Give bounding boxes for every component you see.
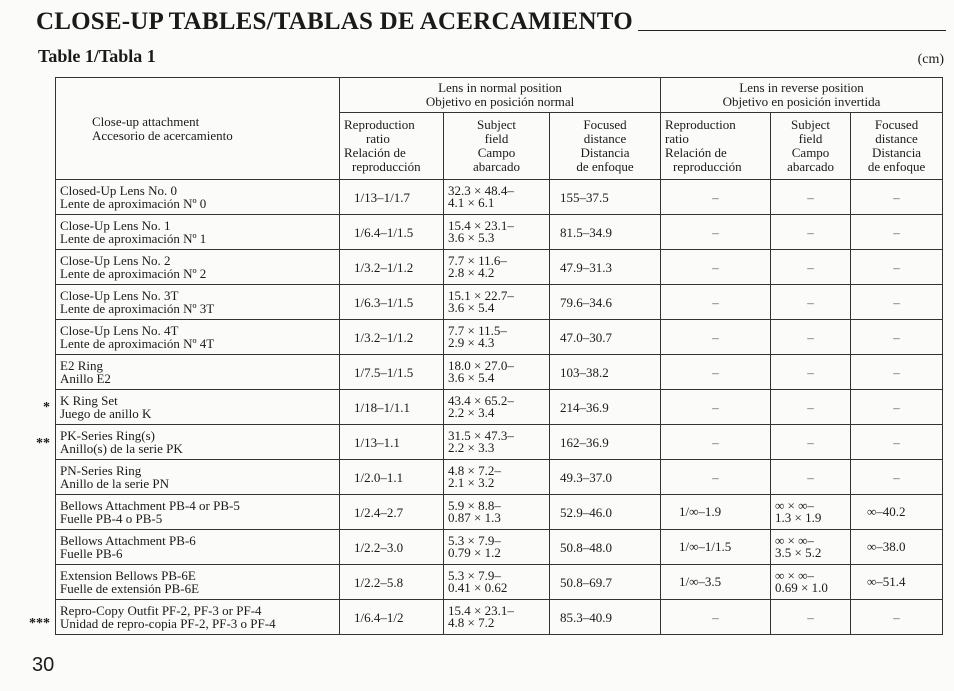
attachment-name-line: Extension Bellows PB-6E (60, 568, 196, 583)
table-row (56, 215, 943, 250)
reverse-field-cell (771, 495, 851, 530)
reverse-ratio-cell: 1/∞–1.9 (661, 495, 771, 530)
attachment-name-line: Bellows Attachment PB-6 (60, 533, 196, 548)
table-row (56, 495, 943, 530)
field-cell (444, 355, 550, 390)
table-row (56, 250, 943, 285)
reverse-ratio-cell: – (661, 215, 771, 250)
reverse-field-line: – (807, 399, 814, 415)
table-row (56, 460, 943, 495)
attachment-name-cell (56, 530, 340, 565)
reverse-distance-cell: – (851, 285, 943, 320)
reverse-distance-cell: – (851, 460, 943, 495)
ratio-cell: 1/2.2–3.0 (340, 530, 444, 565)
distance-cell: 49.3–37.0 (550, 460, 661, 495)
reverse-ratio-cell: – (661, 390, 771, 425)
reverse-ratio-cell: – (661, 425, 771, 460)
field-line: 15.4 × 23.1– (448, 603, 514, 618)
attachment-name-cell (56, 425, 340, 460)
attachment-name-line: PK-Series Ring(s) (60, 428, 155, 443)
attachment-name-line: Lente de aproximación Nº 3T (60, 301, 215, 316)
reverse-field-line: – (807, 434, 814, 450)
reverse-ratio-cell: – (661, 600, 771, 635)
table-body (56, 180, 943, 635)
field-line: 0.41 × 0.62 (448, 580, 508, 595)
ratio-cell: 1/18–1/1.1 (340, 390, 444, 425)
field-line: 7.7 × 11.5– (448, 323, 507, 338)
reverse-ratio-cell: – (661, 285, 771, 320)
field-line: 4.8 × 7.2– (448, 463, 501, 478)
attachment-name-line: Lente de aproximación Nº 2 (60, 266, 207, 281)
reverse-ratio-cell: – (661, 320, 771, 355)
reverse-field-cell (771, 215, 851, 250)
table-row (56, 180, 943, 215)
reverse-ratio-cell: – (661, 250, 771, 285)
reverse-field-line: 3.5 × 5.2 (775, 545, 822, 560)
reverse-field-cell (771, 250, 851, 285)
field-line: 43.4 × 65.2– (448, 393, 514, 408)
reverse-field-cell (771, 320, 851, 355)
field-line: 2.8 × 4.2 (448, 265, 495, 280)
reverse-field-line: – (807, 294, 814, 310)
footnote-mark-double: ** (36, 436, 50, 451)
reverse-field-cell (771, 390, 851, 425)
unit-label: (cm) (917, 52, 944, 67)
field-cell (444, 495, 550, 530)
distance-cell: 214–36.9 (550, 390, 661, 425)
field-line: 5.3 × 7.9– (448, 533, 501, 548)
reverse-distance-cell: ∞–51.4 (851, 565, 943, 600)
reverse-distance-cell: ∞–38.0 (851, 530, 943, 565)
reverse-field-cell (771, 530, 851, 565)
attachment-name-line: Repro-Copy Outfit PF-2, PF-3 or PF-4 (60, 603, 262, 618)
field-cell (444, 250, 550, 285)
reverse-field-line: ∞ × ∞– (775, 533, 814, 548)
table-row (56, 425, 943, 460)
distance-cell: 81.5–34.9 (550, 215, 661, 250)
footnote-mark-single: * (43, 400, 50, 415)
field-cell (444, 565, 550, 600)
attachment-name-cell (56, 355, 340, 390)
field-cell (444, 285, 550, 320)
ratio-header: Reproduction ratio Relación de reproducción (340, 113, 444, 180)
ratio-reverse-header: Reproduction ratio Relación de reproducción (661, 113, 771, 180)
distance-cell: 162–36.9 (550, 425, 661, 460)
page-number: 30 (32, 654, 55, 676)
reverse-field-cell (771, 425, 851, 460)
reverse-distance-cell: – (851, 355, 943, 390)
field-line: 18.0 × 27.0– (448, 358, 514, 373)
field-line: 0.87 × 1.3 (448, 510, 501, 525)
attachment-name-line: Close-Up Lens No. 4T (60, 323, 179, 338)
reverse-ratio-cell: 1/∞–1/1.5 (661, 530, 771, 565)
field-cell (444, 180, 550, 215)
ratio-cell: 1/7.5–1/1.5 (340, 355, 444, 390)
attachment-name-line: Bellows Attachment PB-4 or PB-5 (60, 498, 240, 513)
distance-cell: 47.9–31.3 (550, 250, 661, 285)
reverse-field-line: – (807, 224, 814, 240)
reverse-field-line: – (807, 609, 814, 625)
attachment-name-line: Anillo(s) de la serie PK (60, 441, 183, 456)
table-row (56, 390, 943, 425)
field-line: 7.7 × 11.6– (448, 253, 507, 268)
field-cell (444, 390, 550, 425)
field-line: 2.2 × 3.4 (448, 405, 495, 420)
reverse-ratio-cell: – (661, 180, 771, 215)
distance-cell: 85.3–40.9 (550, 600, 661, 635)
footnote-mark-triple: *** (29, 616, 50, 631)
distance-cell: 155–37.5 (550, 180, 661, 215)
reverse-field-cell (771, 355, 851, 390)
field-line: 4.8 × 7.2 (448, 615, 495, 630)
ratio-cell: 1/2.2–5.8 (340, 565, 444, 600)
attachment-name-cell (56, 390, 340, 425)
attachment-name-line: Fuelle PB-4 o PB-5 (60, 511, 163, 526)
reverse-field-line: 0.69 × 1.0 (775, 580, 828, 595)
reverse-field-line: 1.3 × 1.9 (775, 510, 822, 525)
attachment-name-line: Lente de aproximación Nº 1 (60, 231, 207, 246)
reverse-field-line: – (807, 259, 814, 275)
reverse-field-line: – (807, 364, 814, 380)
ratio-cell: 1/3.2–1/1.2 (340, 250, 444, 285)
reverse-distance-cell: – (851, 320, 943, 355)
title-row (36, 8, 946, 44)
distance-reverse-header: Focused distance Distancia de enfoque (851, 113, 943, 180)
attachment-name-line: Close-Up Lens No. 1 (60, 218, 171, 233)
reverse-field-cell (771, 180, 851, 215)
field-line: 31.5 × 47.3– (448, 428, 514, 443)
field-line: 15.4 × 23.1– (448, 218, 514, 233)
reverse-distance-cell: ∞–40.2 (851, 495, 943, 530)
distance-cell: 47.0–30.7 (550, 320, 661, 355)
attachment-name-line: Lente de aproximación Nº 0 (60, 196, 207, 211)
field-line: 2.1 × 3.2 (448, 475, 495, 490)
attachment-header: Close-up attachment Accesorio de acercamiento (56, 78, 340, 180)
reverse-field-line: ∞ × ∞– (775, 498, 814, 513)
attachment-name-cell (56, 600, 340, 635)
field-cell (444, 530, 550, 565)
table-row (56, 320, 943, 355)
table-row (56, 565, 943, 600)
reverse-field-cell (771, 565, 851, 600)
field-line: 0.79 × 1.2 (448, 545, 501, 560)
ratio-cell: 1/6.4–1/1.5 (340, 215, 444, 250)
distance-header: Focused distance Distancia de enfoque (550, 113, 661, 180)
reverse-ratio-cell: – (661, 460, 771, 495)
attachment-name-line: E2 Ring (60, 358, 103, 373)
close-up-table (55, 77, 943, 635)
reverse-distance-cell: – (851, 215, 943, 250)
field-line: 5.3 × 7.9– (448, 568, 501, 583)
attachment-name-cell (56, 320, 340, 355)
attachment-name-cell (56, 495, 340, 530)
distance-cell: 50.8–48.0 (550, 530, 661, 565)
attachment-name-cell (56, 215, 340, 250)
reverse-ratio-cell: 1/∞–3.5 (661, 565, 771, 600)
distance-cell: 79.6–34.6 (550, 285, 661, 320)
ratio-cell: 1/6.4–1/2 (340, 600, 444, 635)
attachment-name-line: Anillo de la serie PN (60, 476, 170, 491)
attachment-name-cell (56, 250, 340, 285)
group-header-row (56, 78, 943, 113)
field-header: Subject field Campo abarcado (444, 113, 550, 180)
table-row (56, 285, 943, 320)
ratio-cell: 1/2.0–1.1 (340, 460, 444, 495)
field-cell (444, 320, 550, 355)
attachment-name-line: Close-Up Lens No. 2 (60, 253, 171, 268)
reverse-field-line: – (807, 329, 814, 345)
attachment-name-line: Lente de aproximación Nº 4T (60, 336, 215, 351)
ratio-cell: 1/13–1.1 (340, 425, 444, 460)
distance-cell: 52.9–46.0 (550, 495, 661, 530)
reverse-position-header: Lens in reverse position Objetivo en posición invertida (661, 78, 943, 113)
attachment-name-line: K Ring Set (60, 393, 118, 408)
field-reverse-header: Subject field Campo abarcado (771, 113, 851, 180)
field-line: 2.9 × 4.3 (448, 335, 495, 350)
attachment-name-line: Close-Up Lens No. 3T (60, 288, 179, 303)
ratio-cell: 1/3.2–1/1.2 (340, 320, 444, 355)
reverse-distance-cell: – (851, 600, 943, 635)
field-line: 4.1 × 6.1 (448, 195, 495, 210)
title-rule (638, 30, 946, 31)
distance-cell: 50.8–69.7 (550, 565, 661, 600)
page-title: CLOSE-UP TABLES/TABLAS DE ACERCAMIENTO (36, 8, 633, 35)
field-line: 5.9 × 8.8– (448, 498, 501, 513)
attachment-name-line: Closed-Up Lens No. 0 (60, 183, 177, 198)
attachment-name-line: PN-Series Ring (60, 463, 142, 478)
field-cell (444, 215, 550, 250)
attachment-name-cell (56, 285, 340, 320)
reverse-distance-cell: – (851, 390, 943, 425)
attachment-name-line: Fuelle de extensión PB-6E (60, 581, 200, 596)
field-cell (444, 425, 550, 460)
attachment-name-line: Fuelle PB-6 (60, 546, 123, 561)
field-line: 3.6 × 5.4 (448, 300, 495, 315)
field-cell (444, 600, 550, 635)
normal-position-header: Lens in normal position Objetivo en posición normal (340, 78, 661, 113)
attachment-name-line: Anillo E2 (60, 371, 111, 386)
reverse-field-cell (771, 285, 851, 320)
reverse-ratio-cell: – (661, 355, 771, 390)
attachment-name-line: Juego de anillo K (60, 406, 152, 421)
reverse-field-cell (771, 600, 851, 635)
table-subtitle: Table 1/Tabla 1 (38, 46, 156, 66)
reverse-field-line: – (807, 189, 814, 205)
distance-cell: 103–38.2 (550, 355, 661, 390)
field-line: 15.1 × 22.7– (448, 288, 514, 303)
reverse-field-cell (771, 460, 851, 495)
attachment-name-cell (56, 460, 340, 495)
reverse-field-line: – (807, 469, 814, 485)
attachment-name-cell (56, 565, 340, 600)
reverse-field-line: ∞ × ∞– (775, 568, 814, 583)
field-line: 32.3 × 48.4– (448, 183, 514, 198)
reverse-distance-cell: – (851, 425, 943, 460)
table-row (56, 530, 943, 565)
field-line: 3.6 × 5.3 (448, 230, 495, 245)
field-line: 3.6 × 5.4 (448, 370, 495, 385)
field-line: 2.2 × 3.3 (448, 440, 495, 455)
attachment-name-cell (56, 180, 340, 215)
ratio-cell: 1/13–1/1.7 (340, 180, 444, 215)
field-cell (444, 460, 550, 495)
attachment-name-line: Unidad de repro-copia PF-2, PF-3 o PF-4 (60, 616, 276, 631)
ratio-cell: 1/6.3–1/1.5 (340, 285, 444, 320)
table-row (56, 355, 943, 390)
ratio-cell: 1/2.4–2.7 (340, 495, 444, 530)
table-row (56, 600, 943, 635)
reverse-distance-cell: – (851, 250, 943, 285)
reverse-distance-cell: – (851, 180, 943, 215)
